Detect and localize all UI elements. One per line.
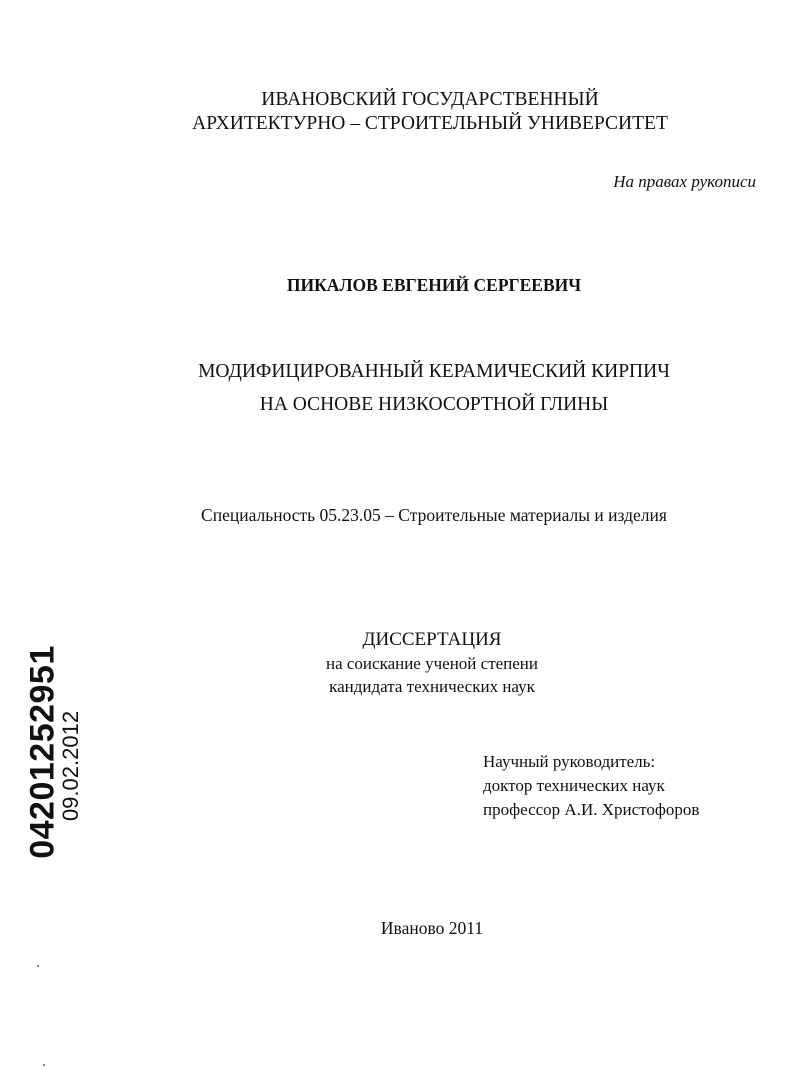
city-year: Иваново 2011 xyxy=(380,918,484,938)
title-line-2: НА ОСНОВЕ НИЗКОСОРТНОЙ ГЛИНЫ xyxy=(259,394,609,415)
author-name: ПИКАЛОВ ЕВГЕНИЙ СЕРГЕЕВИЧ xyxy=(286,275,582,295)
scan-speck xyxy=(37,965,39,967)
advisor-name: профессор А.И. Христофоров xyxy=(483,800,700,819)
advisor-label: Научный руководитель: xyxy=(483,752,656,771)
title-line-1: МОДИФИЦИРОВАННЫЙ КЕРАМИЧЕСКИЙ КИРПИЧ xyxy=(198,361,670,382)
university-line-1: ИВАНОВСКИЙ ГОСУДАРСТВЕННЫЙ xyxy=(261,89,599,110)
advisor-degree: доктор технических наук xyxy=(483,776,665,795)
degree-line-2: кандидата технических наук xyxy=(329,677,535,696)
scientific-advisor xyxy=(483,750,699,822)
dissertation-title xyxy=(62,355,794,421)
library-stamp-number: 04201252951 xyxy=(23,645,62,859)
university-line-2: АРХИТЕКТУРНО – СТРОИТЕЛЬНЫЙ УНИВЕРСИТЕТ xyxy=(192,113,668,134)
dissertation-heading: ДИССЕРТАЦИЯ xyxy=(362,629,502,650)
specialty-line: Специальность 05.23.05 – Строительные материалы и изделия xyxy=(201,505,667,525)
university-name xyxy=(58,88,794,136)
library-stamp-date: 09.02.2012 xyxy=(58,710,83,822)
manuscript-rights-note: На правах рукописи xyxy=(613,172,756,191)
degree-line-1: на соискание ученой степени xyxy=(325,654,539,673)
dissertation-block xyxy=(60,627,794,698)
scan-speck xyxy=(43,1064,45,1066)
